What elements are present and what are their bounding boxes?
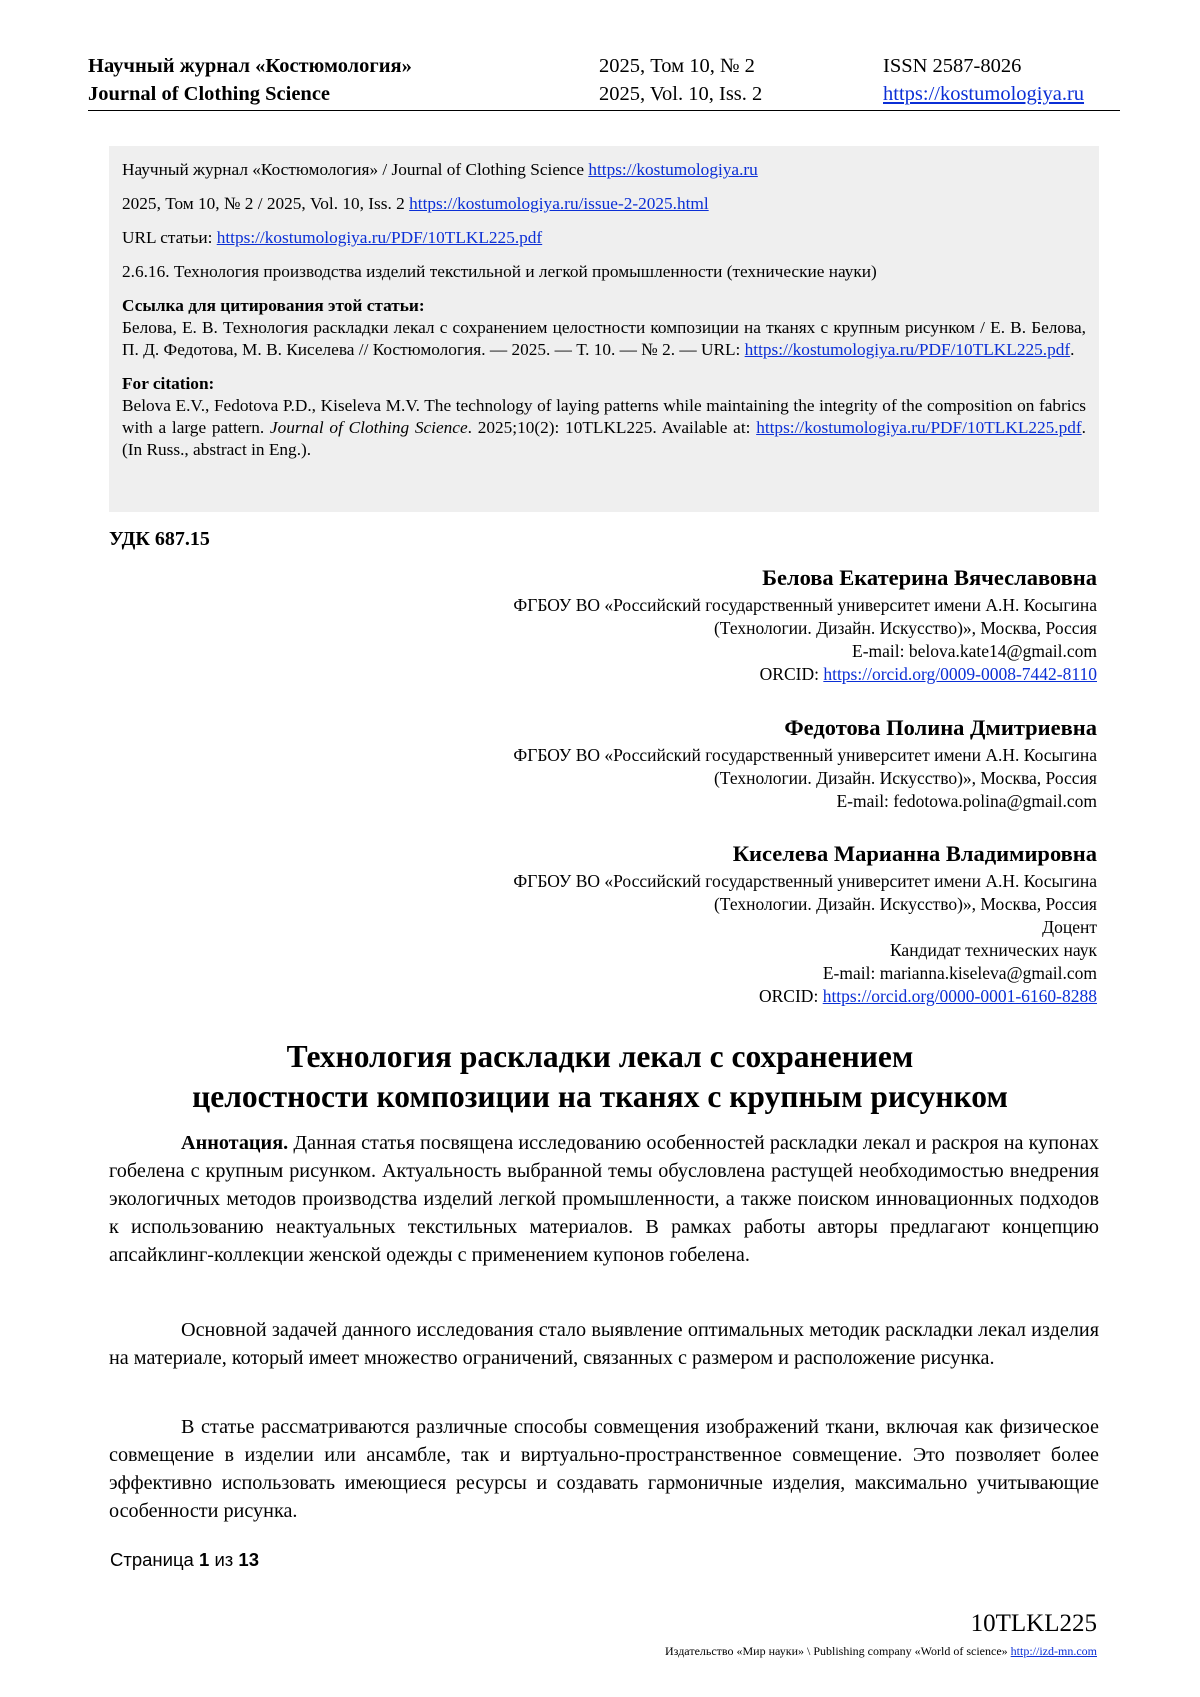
author-org-line1: ФГБОУ ВО «Российский государственный университет имени А.Н. Косыгина xyxy=(513,745,1097,765)
header-journal-en: Journal of Clothing Science xyxy=(88,83,331,105)
abstract-paragraph xyxy=(109,1316,1099,1372)
cite-url-link[interactable]: https://kostumologiya.ru/PDF/10TLKL225.pdf xyxy=(216,228,543,247)
abstract-paragraph xyxy=(109,1129,1099,1269)
page-total: 13 xyxy=(238,1549,259,1570)
cite-ru-heading: Ссылка для цитирования этой статьи: xyxy=(122,296,425,315)
author-org-line1: ФГБОУ ВО «Российский государственный университет имени А.Н. Косыгина xyxy=(513,871,1097,891)
cite-en-link[interactable]: https://kostumologiya.ru/PDF/10TLKL225.pdf xyxy=(756,418,1082,437)
udk-code: УДК 687.15 xyxy=(109,528,210,550)
cite-en-journal: Journal of Clothing Science xyxy=(269,418,468,437)
cite-url-text: URL статьи: xyxy=(122,228,213,247)
author-block xyxy=(297,714,1097,813)
cite-url-line xyxy=(122,227,1086,249)
header-journal xyxy=(88,52,412,108)
cite-issue-link[interactable]: https://kostumologiya.ru/issue-2-2025.html xyxy=(409,194,709,213)
header-issue-ru: 2025, Том 10, № 2 xyxy=(599,55,755,77)
cite-en-text-a: Belova E.V., Fedotova P.D., Kiseleva M.V. The technology of laying patterns while maintaining the integrity of the composition on fabrics with a large pattern. xyxy=(122,396,1086,437)
publisher-line xyxy=(665,1644,1097,1659)
cite-en-block xyxy=(122,373,1086,461)
cite-en-heading: For citation: xyxy=(122,374,215,393)
abstract-paragraph xyxy=(109,1413,1099,1525)
header-issue-en: 2025, Vol. 10, Iss. 2 xyxy=(599,83,763,105)
cite-journal-text: Научный журнал «Костюмология» / Journal of Clothing Science xyxy=(122,160,584,179)
author-orcid: ORCID: https://orcid.org/0000-0001-6160-8288 xyxy=(759,986,1097,1006)
cite-issue-text: 2025, Том 10, № 2 / 2025, Vol. 10, Iss. 2 xyxy=(122,194,405,213)
citation-box xyxy=(109,146,1099,512)
header-issn-site xyxy=(883,52,1084,108)
author-block xyxy=(297,564,1097,686)
page-number: 1 xyxy=(199,1549,210,1570)
header-issue xyxy=(599,52,762,108)
cite-ru-text: Белова, Е. В. Технология раскладки лекал с сохранением целостности композиции на тканях с крупным рисунком / Е. В. Белова, П. Д. Федотова, М. В. Киселева // Костюмология. — 2025. — Т. 10. — № 2. — URL: xyxy=(122,318,1086,359)
author-orcid: ORCID: https://orcid.org/0009-0008-7442-8110 xyxy=(759,664,1097,684)
author-org-line2: (Технологии. Дизайн. Искусство)», Москва, Россия xyxy=(713,618,1097,638)
cite-issue-line xyxy=(122,193,1086,215)
publisher-text: Издательство «Мир науки» \ Publishing company «World of science» xyxy=(665,1644,1008,1658)
running-header xyxy=(88,50,1120,111)
author-position: Доцент xyxy=(1042,917,1097,937)
abstract-text: Основной задачей данного исследования стало выявление оптимальных методик раскладки лекал изделия на материале, который имеет множество ограничений, связанных с размером и расположение рисунка. xyxy=(109,1319,1099,1369)
author-name: Федотова Полина Дмитриевна xyxy=(784,715,1097,740)
article-title-line1: Технология раскладки лекал с сохранением xyxy=(286,1039,914,1074)
cite-ru-link[interactable]: https://kostumologiya.ru/PDF/10TLKL225.pdf xyxy=(744,340,1071,359)
publisher-link[interactable]: http://izd-mn.com xyxy=(1010,1644,1097,1658)
author-degree: Кандидат технических наук xyxy=(889,940,1097,960)
author-orcid-link[interactable]: https://orcid.org/0000-0001-6160-8288 xyxy=(822,986,1097,1006)
cite-ru-block: Ссылка для цитирования этой статьи: Белова, Е. В. Технология раскладки лекал с сохранением целостности композиции на тканях с крупным рисунком / Е. В. Белова, П. Д. Федотова, М. В. Киселева // Костюмология. — 2025. — Т. 10. — № 2. — URL: https://kostumologiya.ru/PDF/10TLKL225.pdf. xyxy=(122,296,1086,359)
author-email: E-mail: marianna.kiseleva@gmail.com xyxy=(822,963,1097,983)
article-title-line2: целостности композиции на тканях с крупным рисунком xyxy=(192,1079,1008,1114)
abstract-text: Данная статья посвящена исследованию особенностей раскладки лекал и раскроя на купонах гобелена с крупным рисунком. Актуальность выбранной темы обусловлена растущей необходимостью внедрения экологичных методов производства изделий легкой промышленности, а также поиском инновационных подходов к использованию неактуальных текстильных материалов. В рамках работы авторы предлагают концепцию апсайклинг-коллекции женской одежды с применением купонов гобелена. xyxy=(109,1132,1100,1266)
cite-en-text-b: . 2025;10(2): 10TLKL225. Available at: xyxy=(467,418,751,437)
cite-journal-link[interactable]: https://kostumologiya.ru xyxy=(588,160,758,179)
page-counter: Страница 1 из 13 xyxy=(110,1549,259,1570)
header-journal-ru: Научный журнал «Костюмология» xyxy=(88,55,412,77)
author-orcid-link[interactable]: https://orcid.org/0009-0008-7442-8110 xyxy=(823,664,1097,684)
author-org-line2: (Технологии. Дизайн. Искусство)», Москва, Россия xyxy=(713,768,1097,788)
article-code: 10TLKL225 xyxy=(970,1610,1097,1637)
author-org-line1: ФГБОУ ВО «Российский государственный университет имени А.Н. Косыгина xyxy=(513,595,1097,615)
abstract-label: Аннотация. xyxy=(181,1132,289,1154)
author-block xyxy=(297,840,1097,1008)
author-email: E-mail: fedotowa.polina@gmail.com xyxy=(836,791,1097,811)
abstract-text: В статье рассматриваются различные способы совмещения изображений ткани, включая как физическое совмещение в изделии или ансамбле, так и виртуально-пространственное совмещение. Это позволяет более эффективно использовать имеющиеся ресурсы и создавать гармоничные изделия, максимально учитывающие особенности рисунка. xyxy=(109,1416,1099,1522)
author-email: E-mail: belova.kate14@gmail.com xyxy=(852,641,1097,661)
cite-en-tail: . (In Russ., abstract in Eng.). xyxy=(122,418,1086,459)
author-name: Белова Екатерина Вячеславовна xyxy=(762,565,1097,590)
header-issn: ISSN 2587-8026 xyxy=(883,55,1022,77)
cite-specialty-line: 2.6.16. Технология производства изделий текстильной и легкой промышленности (технические науки) xyxy=(122,262,877,281)
cite-journal-line xyxy=(122,159,1086,181)
header-site-link[interactable]: https://kostumologiya.ru xyxy=(883,83,1085,105)
author-name: Киселева Марианна Владимировна xyxy=(732,841,1097,866)
article-title xyxy=(100,1037,1100,1117)
author-org-line2: (Технологии. Дизайн. Искусство)», Москва, Россия xyxy=(713,894,1097,914)
